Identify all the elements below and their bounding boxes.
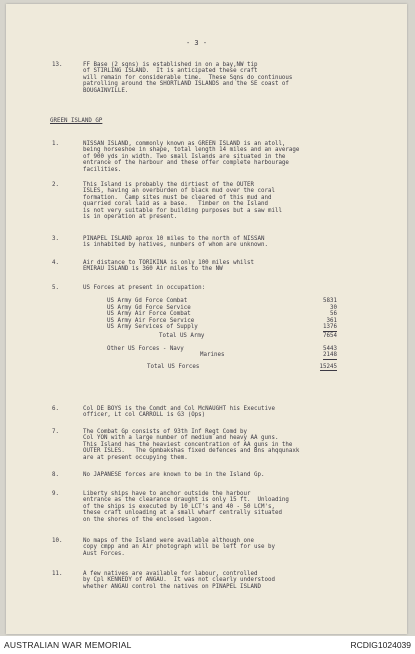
section-heading: GREEN ISLAND GP <box>50 118 103 124</box>
text-line: formation. Camp sites must be cleared of this mud and <box>83 194 272 201</box>
record-id: RCDIG1024039 <box>350 640 411 650</box>
text-line: EMIRAU ISLAND is 360 Air miles to the NW <box>83 266 223 273</box>
text-line: US Forces at present in occupation: <box>83 285 206 291</box>
text-line: Col YON with a large number of medium and heavy AA guns. <box>83 435 279 442</box>
table-row <box>107 346 337 353</box>
row-label: US Army Gd Force Service <box>107 304 191 311</box>
archive-name: AUSTRALIAN WAR MEMORIAL <box>4 640 132 650</box>
table-row <box>107 352 337 359</box>
text-line: of the ships is executed by 10 LCT's and 40 - 50 LCM's, <box>83 503 275 510</box>
text-line: officer, Lt col CARROLL is G3 (Ops) <box>83 412 206 419</box>
row-value: 30 <box>330 304 337 311</box>
paragraph <box>83 260 383 273</box>
row-label: Other US Forces - Navy <box>107 345 184 352</box>
paragraph <box>83 571 383 590</box>
para-number: 5. <box>52 285 59 291</box>
paragraph <box>83 429 383 461</box>
text-line: NISSAN ISLAND, commonly known as GREEN ISLAND is an atoll, <box>83 141 286 147</box>
text-line: entrance of the harbour and these offer complete harbourage <box>83 160 289 167</box>
total-row <box>107 364 337 371</box>
table-row <box>107 311 337 318</box>
text-line: This Island is probably the dirtiest of the OUTER <box>83 182 255 188</box>
total-label: Total US Army <box>159 332 205 339</box>
text-line: Col DE BOYS is the Comdt and Col McNAUGHT his Executive <box>83 406 275 412</box>
text-line: A few natives are available for labour, controlled <box>83 571 258 577</box>
paragraph <box>83 472 383 478</box>
total-value: 15245 <box>319 363 337 370</box>
para-number: 2. <box>52 182 59 188</box>
text-line: Air distance to TORIKINA is only 100 miles whilst <box>83 260 255 266</box>
row-label: US Army Air Force Combat <box>107 311 191 318</box>
para-13-number: 13. <box>52 62 63 68</box>
text-line: BOUGAINVILLE. <box>83 87 129 94</box>
total-label: Total US Forces <box>147 363 200 370</box>
text-line: entrance as the clearance draught is only 15 ft. Unloading <box>83 497 289 504</box>
text-line: Liberty ships have to anchor outside the harbour <box>83 491 251 497</box>
para-number: 4. <box>52 260 59 266</box>
para-number: 11. <box>52 571 63 577</box>
paragraph <box>83 491 383 523</box>
row-value: 2148 <box>323 352 337 359</box>
table-row <box>107 324 337 331</box>
text-line: is inhabited by natives, numbers of whom are unknown. <box>83 242 268 249</box>
row-value: 56 <box>330 311 337 318</box>
text-line: are at present occupying them. <box>83 454 188 461</box>
row-value: 5443 <box>323 345 337 352</box>
text-line: these craft unloading at a small wharf centrally situated <box>83 510 282 517</box>
text-line: facilities. <box>83 166 122 173</box>
paragraph <box>83 285 383 291</box>
total-value: 7654 <box>323 332 337 339</box>
text-line: will remain for considerable time. These Sqns do continuous <box>83 74 293 81</box>
para-number: 3. <box>52 236 59 242</box>
text-line: OUTER ISLES. The Gpmbakshas fixed defences and Bns ahqqunaxk <box>83 448 300 455</box>
forces-table <box>107 298 337 370</box>
text-line: The Combat Gp consists of 93th Inf Regt Comd by <box>83 429 248 435</box>
text-line: of 900 yds in width. Two small Islands are situated in the <box>83 153 286 160</box>
text-line: is in operation at present. <box>83 214 178 221</box>
text-line: being horseshoe in shape, total length 14 miles and an average <box>83 147 300 154</box>
paragraph <box>83 236 383 249</box>
text-line: patrolling around the SHORTLAND ISLANDS and the SE coast of <box>83 81 289 88</box>
row-value: 361 <box>326 317 337 324</box>
archive-footer <box>0 636 415 654</box>
table-row <box>107 305 337 312</box>
para-number: 10. <box>52 538 63 544</box>
text-line: No JAPANESE forces are known to be in the Island Gp. <box>83 472 265 478</box>
total-row <box>107 333 337 340</box>
paragraph <box>83 141 383 173</box>
text-line: on the shores of the enclosed lagoon. <box>83 516 213 523</box>
document-page <box>6 4 407 634</box>
row-label: Marines <box>200 352 225 359</box>
row-label: US Army Services of Supply <box>107 324 198 331</box>
page-number: - 3 - <box>186 39 208 47</box>
text-line: FF Base (2 sqns) is established in on a bay,NW tip <box>83 62 258 68</box>
para-number: 9. <box>52 491 59 497</box>
para-number: 1. <box>52 141 59 147</box>
table-row <box>107 318 337 325</box>
text-line: is not very suitable for building purposes but a saw mill <box>83 207 282 214</box>
text-line: by Cpl KENNEDY of ANGAU. It was not clearly understood <box>83 577 275 584</box>
row-label: US Army Gd Force Combat <box>107 298 188 304</box>
text-line: Aust Forces. <box>83 550 125 557</box>
text-line: This Island has the heaviest concentration of AA guns in the <box>83 441 293 448</box>
row-value: 1376 <box>323 324 337 331</box>
table-row <box>107 298 337 305</box>
text-line: PINAPEL ISLAND aprox 10 miles to the north of NISSAN <box>83 236 265 242</box>
text-line: No maps of the Island were available although one <box>83 538 255 544</box>
text-line: copy cmpp and an Air photograph will be left for use by <box>83 544 275 551</box>
text-line: whether ANGAU control the natives on PINAPEL ISLAND <box>83 583 261 590</box>
para-number: 6. <box>52 406 59 412</box>
para-13-text <box>83 62 383 94</box>
paragraph <box>83 182 383 220</box>
text-line: of STIRLING ISLAND. It is anticipated these craft <box>83 68 258 75</box>
para-number: 7. <box>52 429 59 435</box>
text-line: quarried coral laid as a base. Timber on the Island <box>83 201 268 208</box>
para-number: 8. <box>52 472 59 478</box>
text-line: ISLES, having an overburden of black mud over the coral <box>83 188 275 195</box>
paragraph <box>83 538 383 557</box>
paragraph <box>83 406 383 419</box>
row-label: US Army Air Force Service <box>107 317 195 324</box>
row-value: 5831 <box>323 298 337 304</box>
